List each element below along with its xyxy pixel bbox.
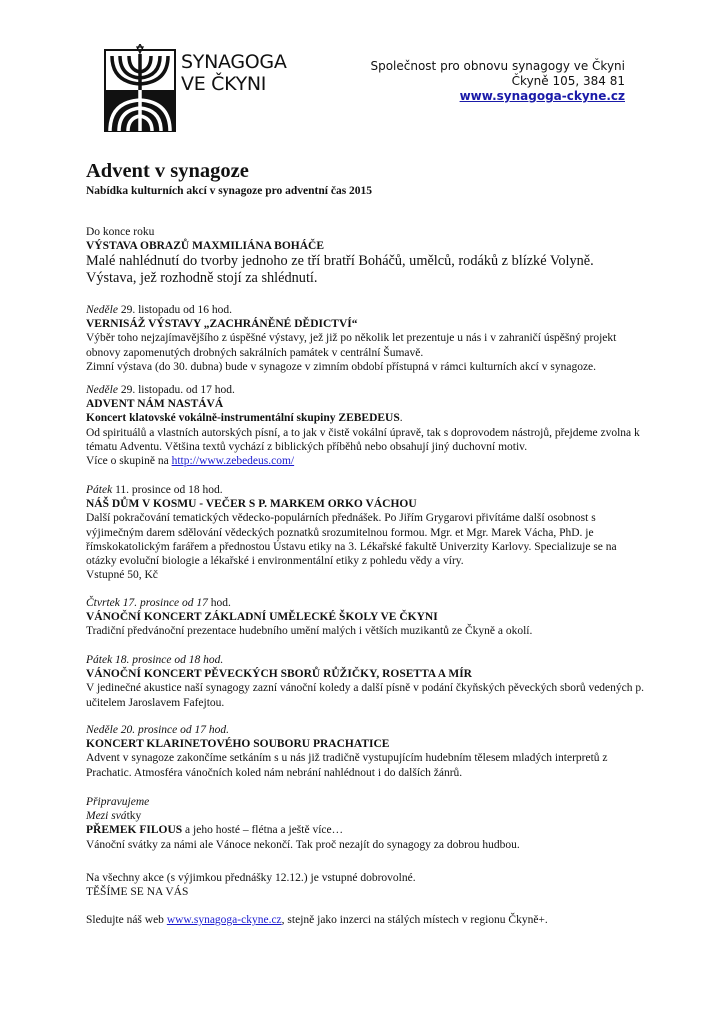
event-3: Neděle 29. listopadu. od 17 hod. ADVENT NÁM NASTÁVÁ Koncert klatovské vokálně-instrumentální skupiny ZEBEDEUS. Od spirituálů a vlastních autorských písní, a to jak v čistě vokální úpravě, tak s doprovodem nástrojů, přejdeme zvolna k tématu Adventu. Většina textů vychází z biblických příběhů nebo obsahují jiný duchovní motiv. Více o skupině na http://www.zebedeus.com/ — [86, 383, 646, 468]
event-day: Pátek — [86, 484, 113, 496]
footer-website-link[interactable]: www.synagoga-ckyne.cz — [166, 914, 282, 926]
upcoming-heading: PŘEMEK FILOUS — [86, 824, 183, 837]
logo-text-line1: SYNAGOGA — [181, 51, 287, 73]
event-description: V jedinečné akustice naší synagogy zazní vánoční koledy a další písně v podání čkyňských pěveckých sborů vedených p. učitelem Jaroslavem Fafejtou. — [86, 682, 645, 709]
follow-prefix: Sledujte náš web — [86, 914, 167, 926]
event-7 — [86, 723, 646, 780]
event-description: Malé nahlédnutí do tvorby jednoho ze tří bratří Boháčů, umělců, rodáků z blízké Volyně. Výstava, jež rozhodně stojí za shlédnutí. — [86, 253, 594, 287]
event-date: 29. listopadu. od 17 hod. — [117, 384, 235, 396]
page-title: Advent v synagoze — [86, 160, 249, 182]
event-4 — [86, 483, 646, 582]
event-admission: Vstupné 50, Kč — [86, 569, 158, 582]
zebedeus-link[interactable]: http://www.zebedeus.com/ — [171, 455, 295, 468]
admission-note: Na všechny akce (s výjimkou přednášky 12.12.) je vstupné dobrovolné. — [86, 872, 416, 884]
footer — [86, 871, 646, 899]
event-date: 11. prosince od 18 hod. — [112, 484, 223, 496]
organization-info — [370, 59, 625, 104]
follow-note — [86, 913, 646, 927]
event-day: Pátek 18. prosince od 18 hod. — [86, 654, 224, 666]
event-6 — [86, 653, 646, 710]
logo-wordmark — [181, 51, 287, 95]
event-heading: VERNISÁŽ VÝSTAVY „ZACHRÁNĚNÉ DĚDICTVÍ“ — [86, 318, 358, 331]
event-date: 29. listopadu od 16 hod. — [117, 304, 232, 316]
upcoming-event — [86, 795, 646, 852]
event-date: hod. — [207, 597, 231, 609]
event-day: Neděle — [86, 304, 118, 316]
logo-text-line2: VE ČKYNI — [181, 73, 267, 95]
website-link[interactable]: www.synagoga-ckyne.cz — [459, 89, 625, 103]
event-day: Čtvrtek 17. prosince od 17 — [86, 597, 208, 609]
org-address: Čkyně 105, 384 81 — [511, 74, 625, 88]
event-subheading: Koncert klatovské vokálně-instrumentální skupiny ZEBEDEUS — [86, 412, 400, 425]
event-date: Do konce roku — [86, 226, 155, 238]
event-day: Neděle 20. prosince od 17 hod. — [86, 724, 229, 736]
follow-suffix: , stejně jako inzerci na stálých místech v regionu Čkyně+. — [281, 914, 548, 926]
event-1 — [86, 225, 646, 287]
event-description: Tradiční předvánoční prezentace hudebního umění malých i větších muzikantů ze Čkyně a okolí. — [86, 625, 533, 638]
event-description: Advent v synagoze zakončíme setkáním s u nás již tradičně vystupujícím hudebním tělesem mladých interpretů z Prachatic. Atmosféra vánočních koled nám nebrání nahlédnout i do dalších žánrů. — [86, 752, 608, 779]
upcoming-heading-rest: a jeho hosté – flétna a ještě více… — [182, 824, 344, 837]
upcoming-description: Vánoční svátky za námi ale Vánoce nekončí. Tak proč nezajít do synagogy za dobrou hudbou. — [86, 838, 520, 851]
event-heading: VÁNOČNÍ KONCERT ZÁKLADNÍ UMĚLECKÉ ŠKOLY VE ČKYNI — [86, 611, 438, 624]
event-5 — [86, 596, 646, 639]
event-description: Další pokračování tematických vědecko-populárních přednášek. Po Jiřím Grygarovi přivítáme další osobnost s výjimečným darem sdělování vědeckých poznatků srozumitelnou formou. Mgr. et Mgr. Marek Vácha, PhD. je římskokatolickým farářem a přednostou Ústavu etiky na 3. Lékařské fakultě Univerzity Karlovy. Specializuje se na otázky evoluční biologie a lékařské i environmentální etiky z pohledu vědy a víry. — [86, 512, 617, 568]
synagogue-menorah-logo — [104, 44, 176, 132]
more-info-label: Více o skupině na — [86, 455, 172, 468]
event-heading: NÁŠ DŮM V KOSMU - VEČER S P. MARKEM ORKO VÁCHOU — [86, 498, 417, 511]
upcoming-date-rest: tky — [126, 810, 142, 823]
upcoming-label: Připravujeme — [86, 796, 150, 808]
event-day: Neděle — [86, 384, 118, 396]
upcoming-date: Mezi svá — [86, 810, 127, 823]
greeting: TĚŠÍME SE NA VÁS — [86, 886, 189, 899]
event-heading: KONCERT KLARINETOVÉHO SOUBORU PRACHATICE — [86, 738, 390, 751]
event-heading: ADVENT NÁM NASTÁVÁ — [86, 398, 224, 411]
org-name: Společnost pro obnovu synagogy ve Čkyni — [370, 59, 625, 73]
event-description: Výběr toho nejzajímavějšího z úspěšné výstavy, jež již po několik let prezentuje u nás i v zahraničí úspěšný projekt obnovy zapomenutých drobných sakrálních památek v centrální Šumavě. — [86, 332, 617, 359]
event-2 — [86, 303, 646, 374]
event-heading: VÝSTAVA OBRAZŮ MAXMILIÁNA BOHÁČE — [86, 240, 325, 253]
page-subtitle: Nabídka kulturních akcí v synagoze pro adventní čas 2015 — [86, 185, 373, 197]
event-description: Od spirituálů a vlastních autorských písní, a to jak v čistě vokální úpravě, tak s doprovodem nástrojů, přejdeme zvolna k tématu Adventu. Většina textů vychází z biblických příběhů nebo obsahují jiný duchovní motiv. — [86, 426, 640, 453]
event-heading: VÁNOČNÍ KONCERT PĚVECKÝCH SBORŮ RŮŽIČKY, ROSETTA A MÍR — [86, 668, 472, 681]
event-note: Zimní výstava (do 30. dubna) bude v synagoze v zimním období přístupná v rámci kulturních akcí v synagoze. — [86, 360, 597, 373]
